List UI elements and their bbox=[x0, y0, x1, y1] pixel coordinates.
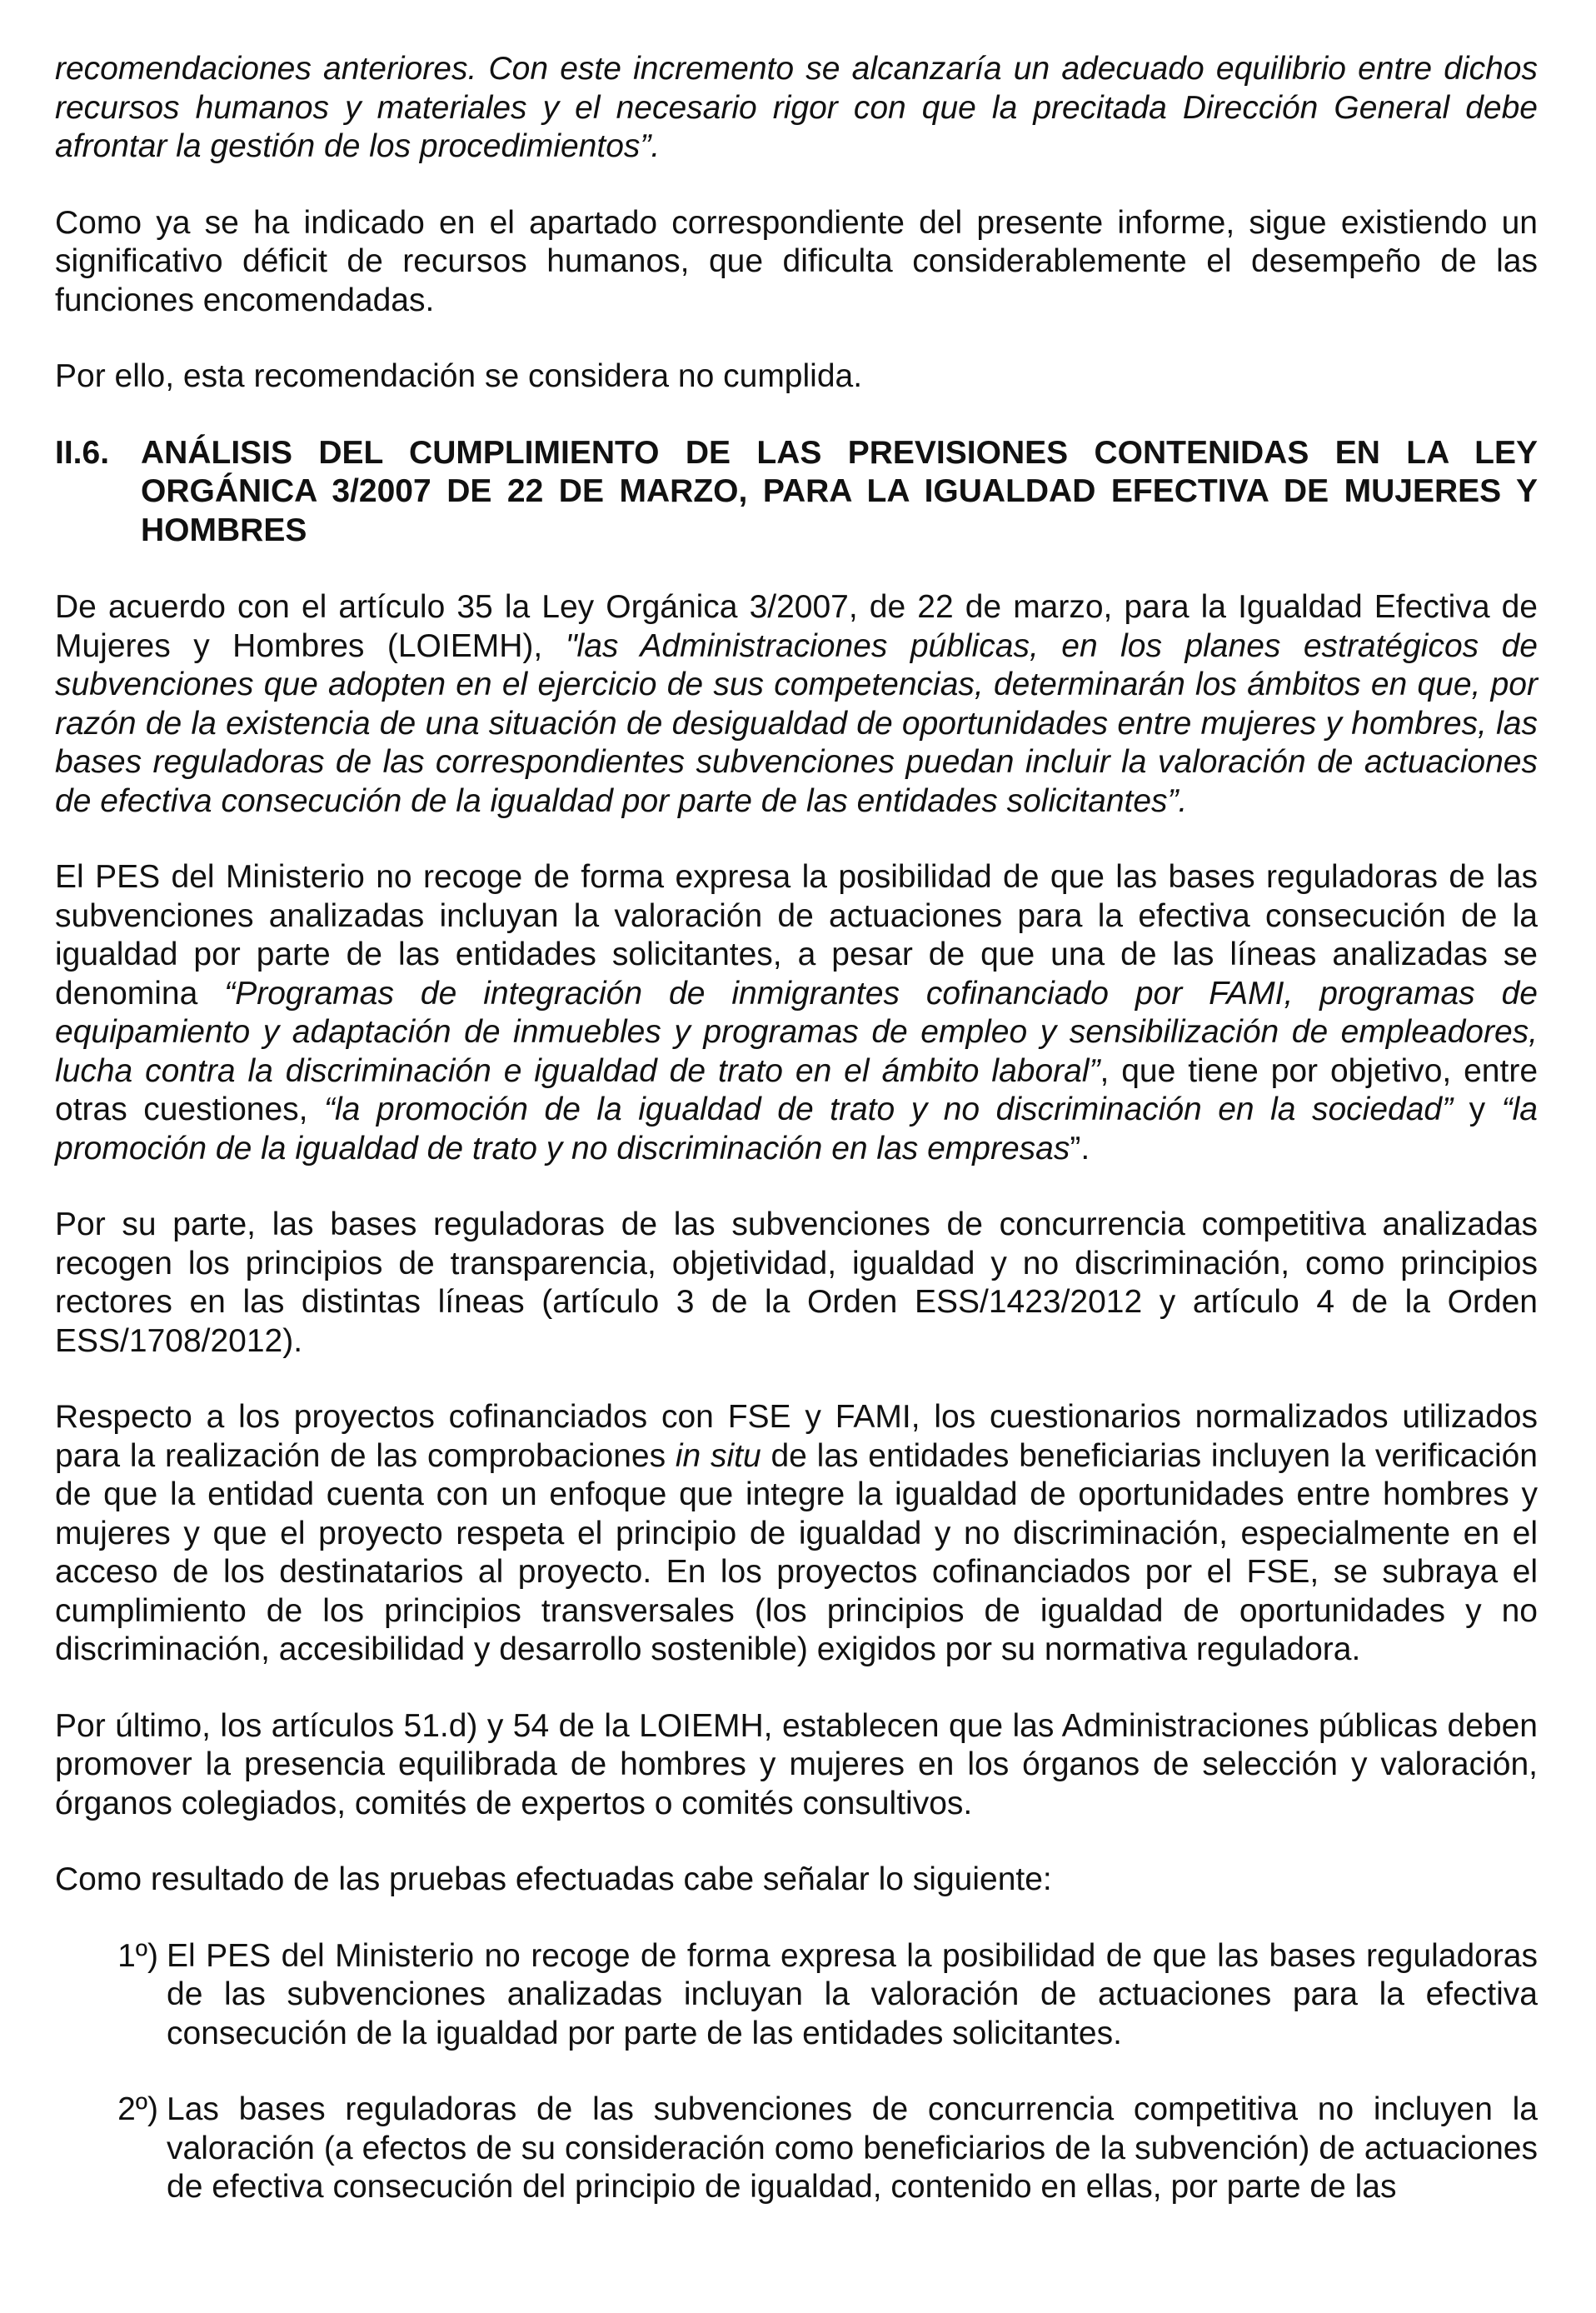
paragraph-recommendations-quote bbox=[55, 50, 1538, 167]
list-marker: 2º) bbox=[117, 2091, 158, 2127]
paragraph-conclusion: Por ello, esta recomendación se considera no cumplida. bbox=[55, 358, 863, 394]
paragraph-bases-reguladoras: Por su parte, las bases reguladoras de las subvenciones de concurrencia competitiva analizadas recogen los principios de transparencia, objetividad, igualdad y no discriminación, como principios rectores en las distintas líneas (artículo 3 de la Orden ESS/1423/2012 y artículo 4 de la Orden ESS/1708/2012). bbox=[55, 1206, 1538, 1359]
article-intro: De acuerdo con el artículo 35 la Ley Orgánica 3/2007, de 22 de marzo, para la Igualdad Efectiva de Mujeres y Hombres (LOIEMH), bbox=[55, 589, 1538, 664]
pes-program-name: “Programas de integración de inmigrantes cofinanciado por FAMI, programas de equipamiento y adaptación de inmuebles y programas de empleo y sensibilización de empleadores, lucha contra la discriminación e igualdad de trato en el ámbito laboral” bbox=[55, 975, 1538, 1089]
pes-text-c: , que tiene por objetivo, entre otras cuestiones, bbox=[55, 1052, 1539, 1127]
fse-text-a: Respecto a los proyectos cofinanciados con FSE y FAMI, los cuestionarios normalizados utilizados para la realización de las comprobaciones bbox=[55, 1399, 1538, 1474]
pes-text-e: y bbox=[1453, 1092, 1502, 1127]
list-item-text: Las bases reguladoras de las subvenciones de concurrencia competitiva no incluyen la valoración (a efectos de su consideración como beneficiarios de la subvención) de actuaciones de efectiva consecución del principio de igualdad, contenido en ellas, por parte de las bbox=[167, 2091, 1538, 2205]
section-heading bbox=[55, 434, 1538, 551]
section-title: ANÁLISIS DEL CUMPLIMIENTO DE LAS PREVISIONES CONTENIDAS EN LA LEY ORGÁNICA 3/2007 DE 22 DE MARZO, PARA LA IGUALDAD EFECTIVA DE MUJERES Y HOMBRES bbox=[141, 434, 1538, 548]
paragraph-article-35 bbox=[55, 588, 1538, 821]
pes-quote-companies: “la promoción de la igualdad de trato y no discriminación en las empresas bbox=[55, 1092, 1538, 1166]
list-item-text: El PES del Ministerio no recoge de forma expresa la posibilidad de que las bases reguladoras de las subvenciones analizadas incluyan la valoración de actuaciones para la efectiva consecución de la igualdad por parte de las entidades solicitantes. bbox=[167, 1937, 1538, 2051]
pes-text-g: ”. bbox=[1070, 1130, 1090, 1166]
fse-text-c: de las entidades beneficiarias incluyen la verificación de que la entidad cuenta con un enfoque que integre la igualdad de oportunidades entre hombres y mujeres y que el proyecto respeta el principio de igualdad y no discriminación, especialmente en el acceso de los destinatarios al proyecto. En los proyectos cofinanciados por el FSE, se subraya el cumplimiento de los principios transversales (los principios de igualdad de oportunidades y no discriminación, accesibilidad y desarrollo sostenible) exigidos por su normativa reguladora. bbox=[55, 1437, 1538, 1667]
quote-text: recomendaciones anteriores. Con este incremento se alcanzaría un adecuado equilibrio entre dichos recursos humanos y materiales y el necesario rigor con que la precitada Dirección General debe afrontar la gestión de los procedimientos”. bbox=[55, 51, 1538, 164]
document-page bbox=[55, 50, 1538, 2207]
list-item bbox=[55, 2091, 1538, 2207]
list-marker: 1º) bbox=[117, 1937, 158, 1974]
paragraph-fse-fami bbox=[55, 1398, 1538, 1670]
paragraph-resource-deficit: Como ya se ha indicado en el apartado correspondiente del presente informe, sigue existiendo un significativo déficit de recursos humanos, que dificulta considerablemente el desempeño de las funciones encomendadas. bbox=[55, 204, 1538, 318]
pes-quote-society: “la promoción de la igualdad de trato y no discriminación en la sociedad” bbox=[324, 1092, 1454, 1127]
fse-in-situ: in situ bbox=[675, 1437, 761, 1474]
pes-text-a: El PES del Ministerio no recoge de forma expresa la posibilidad de que las bases reguladoras de las subvenciones analizadas incluyan la valoración de actuaciones para la efectiva consecución de la igualdad por parte de las entidades solicitantes, a pesar de que una de las líneas analizadas se denomina bbox=[55, 859, 1538, 1012]
paragraph-pes bbox=[55, 858, 1538, 1168]
list-item bbox=[55, 1937, 1538, 2054]
paragraph-results-intro: Como resultado de las pruebas efectuadas cabe señalar lo siguiente: bbox=[55, 1861, 1052, 1897]
paragraph-loiemh-articles: Por último, los artículos 51.d) y 54 de la LOIEMH, establecen que las Administraciones públicas deben promover la presencia equilibrada de hombres y mujeres en los órganos de selección y valoración, órganos colegiados, comités de expertos o comités consultivos. bbox=[55, 1707, 1538, 1821]
section-number: II.6. bbox=[55, 434, 110, 471]
article-quote: "las Administraciones públicas, en los planes estratégicos de subvenciones que adopten en el ejercicio de sus competencias, determinarán los ámbitos en que, por razón de la existencia de una situación de desigualdad de oportunidades entre mujeres y hombres, las bases reguladoras de las correspondientes subvenciones puedan incluir la valoración de actuaciones de efectiva consecución de la igualdad por parte de las entidades solicitantes”. bbox=[55, 627, 1538, 819]
